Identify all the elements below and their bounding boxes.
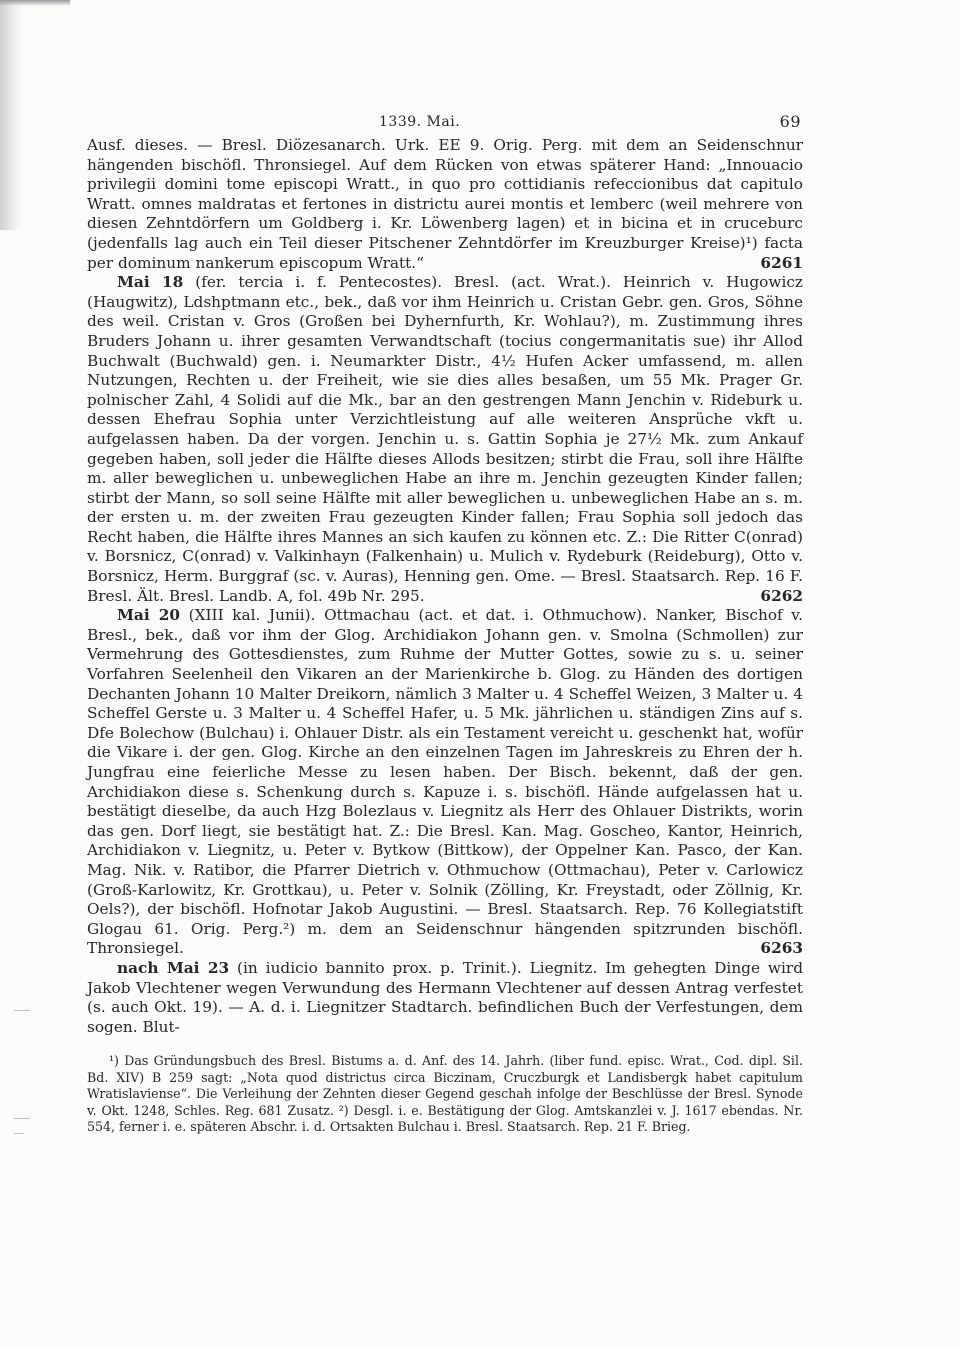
footnote [87,1053,803,1135]
scan-mark [14,1118,30,1119]
document-page [87,108,803,1135]
doc-number: 6261 [760,253,803,272]
body-text [87,136,803,1037]
footnote-marker: ¹) [109,1053,119,1069]
doc-number: 6262 [760,586,803,605]
scan-mark [14,1010,30,1011]
entry-date: Mai 18 [117,273,184,292]
page-number: 69 [779,112,801,131]
entry-paragraph [87,959,803,1037]
scan-edge-top [0,0,70,6]
running-title: 1339. Mai. [379,114,461,130]
entry-date: Mai 20 [117,606,181,625]
scan-mark [14,1133,24,1134]
continuation-paragraph [87,136,803,273]
entry-text: (fer. tercia i. f. Pentecostes). Bresl. (act. Wrat.). Heinrich v. Hugowicz (Haugwitz), Ldshptmann etc., bek., daß vor ihm Heinrich u. Cristan Gebr. gen. Gros, Söhne des weil. Cristan v. Gros (Großen bei Dyhernfurth, Kr. Wohlau?), m. Zustimmung ihres Bruders Johann u. ihrer gesamten Verwandtschaft (tocius congermanitatis sue) ihr Allod Buchwalt (Buchwald) gen. i. Neumarkter Distr., 4½ Hufen Acker umfassend, m. allen Nutzungen, Rechten u. der Freiheit, wie sie dies alles besaßen, um 55 Mk. Prager Gr. polnischer Zahl, 4 Solidi auf die Mk., bar an den gestrengen Mann Jenchin v. Rideburk u. dessen Ehefrau Sophia unter Verzichtleistung auf alle weiteren Ansprüche vkft u. aufgelassen haben. Da der vorgen. Jenchin u. s. Gattin Sophia je 27½ Mk. zum Ankauf gegeben haben, soll jeder die Hälfte dieses Allods besitzen; stirbt die Frau, soll ihre Hälfte m. aller beweglichen u. unbeweglichen Habe an ihre m. Jenchin gezeugten Kinder fallen; stirbt der Mann, so soll seine Hälfte mit aller beweglichen u. unbeweglichen Habe an s. m. der ersten u. m. der zweiten Frau gezeugten Kinder fallen; Frau Sophia soll jedoch das Recht haben, die Hälfte ihres Mannes an sich kaufen zu können etc. Z.: Die Ritter C(onrad) v. Borsnicz, C(onrad) v. Valkinhayn (Falkenhain) u. Mulich v. Rydeburk (Reideburg), Otto v. Borsnicz, Herm. Burggraf (sc. v. Auras), Henning gen. Ome. — Bresl. Staatsarch. Rep. 16 F. Bresl. Ält. Bresl. Landb. A, fol. 49b Nr. 295. [87,273,803,605]
continuation-text: Ausf. dieses. — Bresl. Diözesanarch. Urk. EE 9. Orig. Perg. mit dem an Seidenschnur hängenden bischöfl. Thronsiegel. Auf dem Rücken von etwas späterer Hand: „Innouacio privilegii domini tome episcopi Wratt., in quo pro cottidianis refeccionibus dat capitulo Wratt. omnes maldratas et fertones in districtu aurei montis et lemberc (weil mehrere von diesen Zehntdörfern um Goldberg i. Kr. Löwenberg lagen) et in bicina et in cruceburc (jedenfalls lag auch ein Teil dieser Pitschener Zehntdörfer im Kreuzburger Kreise)¹) facta per dominum nankerum episcopum Wratt.“ [87,136,803,272]
entry-text: (in iudicio bannito prox. p. Trinit.). Liegnitz. Im gehegten Dinge wird Jakob Vlechtener wegen Verwundung des Hermann Vlechtener auf dessen Antrag verfestet (s. auch Okt. 19). — A. d. i. Liegnitzer Stadtarch. befindlichen Buch der Verfestungen, dem sogen. Blut- [87,958,804,1036]
footnote-text: Das Gründungsbuch des Bresl. Bistums a. d. Anf. des 14. Jahrh. (liber fund. episc. Wrat., Cod. dipl. Sil. Bd. XIV) B 259 sagt: „Nota quod districtus circa Biczinam, Cruczburgk et Landisbergk habet capitulum Wratislaviense“. Die Verleihung der Zehnten dieser Gegend geschah infolge der Beschlüsse der Bresl. Synode v. Okt. 1248, Schles. Reg. 681 Zusatz. ²) Desgl. i. e. Bestätigung der Glog. Amtskanzlei v. J. 1617 ebendas. Nr. 554, ferner i. e. späteren Abschr. i. d. Ortsakten Bulchau i. Bresl. Staatsarch. Rep. 21 F. Brieg. [87,1053,803,1134]
scan-edge-shadow [0,0,22,230]
footnotes [87,1053,803,1135]
entry-paragraph [87,273,803,606]
running-head [87,108,803,136]
entry-text: (XIII kal. Junii). Ottmachau (act. et dat. i. Othmuchow). Nanker, Bischof v. Bresl., bek., daß vor ihm der Glog. Archidiakon Johann gen. v. Smolna (Schmollen) zur Vermehrung des Gottesdienstes, zum Ruhme der Mutter Gottes, sowie zu s. u. seiner Vorfahren Seelenheil den Vikaren an der Marienkirche b. Glog. zu Händen des dortigen Dechanten Johann 10 Malter Dreikorn, nämlich 3 Malter u. 4 Scheffel Weizen, 3 Malter u. 4 Scheffel Gerste u. 3 Malter u. 4 Scheffel Hafer, u. 5 Mk. jährlichen u. ständigen Zins auf s. Dfe Bolechow (Bulchau) i. Ohlauer Distr. als ein Testament vereicht u. geschenkt hat, wofür die Vikare i. der gen. Glog. Kirche an den einzelnen Tagen im Jahreskreis zu Ehren der h. Jungfrau eine feierliche Messe zu lesen haben. Der Bisch. bekennt, daß der gen. Archidiakon diese s. Schenkung durch s. Kapuze i. s. bischöfl. Hände aufgelassen hat u. bestätigt dieselbe, da auch Hzg Bolezlaus v. Liegnitz als Herr des Ohlauer Distrikts, worin das gen. Dorf liegt, sie bestätigt hat. Z.: Die Bresl. Kan. Mag. Goscheo, Kantor, Heinrich, Archidiakon v. Liegnitz, u. Peter v. Bytkow (Bittkow), der Oppelner Kan. Pasco, der Kan. Mag. Nik. v. Ratibor, die Pfarrer Dietrich v. Othmuchow (Ottmachau), Peter v. Carlowicz (Groß-Karlowitz, Kr. Grottkau), u. Peter v. Solnik (Zölling, Kr. Freystadt, oder Zöllnig, Kr. Oels?), der bischöfl. Hofnotar Jakob Augustini. — Bresl. Staatsarch. Rep. 76 Kollegiatstift Glogau 61. Orig. Perg.²) m. dem an Seidenschnur hängenden spitzrunden bischöfl. Thronsiegel. [87,606,803,958]
doc-number: 6263 [760,939,803,958]
entry-paragraph [87,606,803,959]
entry-date: nach Mai 23 [117,958,230,977]
